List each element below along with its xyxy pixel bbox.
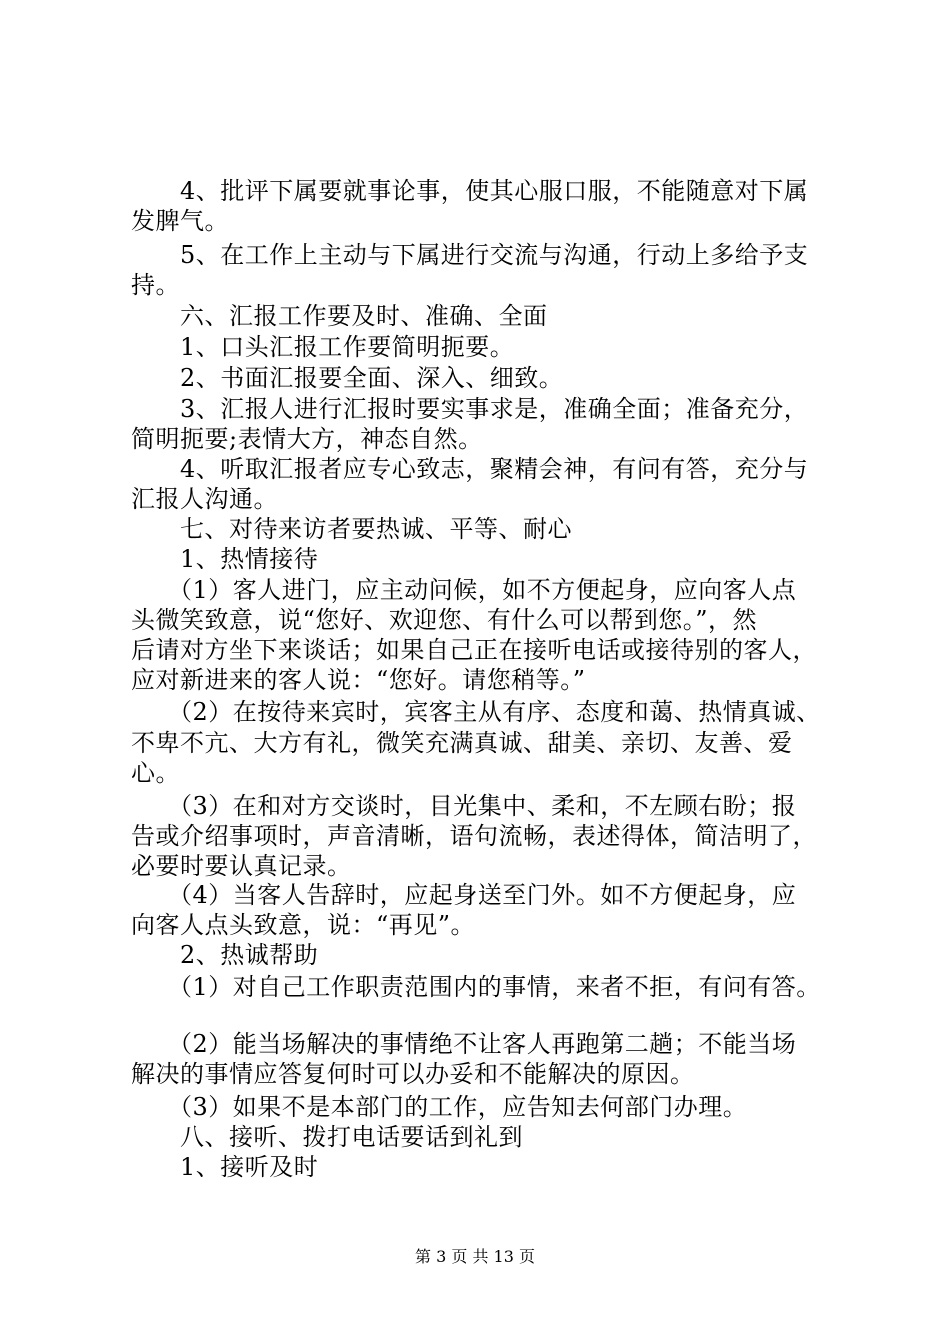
- text-line: 心。: [131, 759, 180, 787]
- text-line: 5、在工作上主动与下属进行交流与沟通，行动上多给予支: [131, 241, 809, 269]
- text-line: 必要时要认真记录。: [131, 852, 352, 880]
- text-line: 1、口头汇报工作要简明扼要。: [131, 333, 515, 361]
- text-line: 2、热诚帮助: [131, 941, 319, 969]
- text-line: （3）在和对方交谈时，目光集中、柔和，不左顾右盼；报: [131, 792, 797, 820]
- page-number-footer: 第 3 页 共 13 页: [415, 1247, 535, 1266]
- text-line: 向客人点头致意，说：“再见”。: [131, 911, 476, 939]
- text-line: 发脾气。: [131, 207, 229, 235]
- text-line: 头微笑致意，说“您好、欢迎您、有什么可以帮到您。”，然: [131, 606, 758, 634]
- text-line: 不卑不亢、大方有礼，微笑充满真诚、甜美、亲切、友善、爱: [131, 729, 793, 757]
- text-line: 4、听取汇报者应专心致志，聚精会神，有问有答，充分与: [131, 455, 809, 483]
- section-heading: 八、接听、拨打电话要话到礼到: [131, 1123, 523, 1151]
- text-line: （1）对自己工作职责范围内的事情，来者不拒，有问有答。: [131, 973, 821, 1001]
- text-line: （2）在按待来宾时，宾客主从有序、态度和蔼、热情真诚、: [131, 698, 821, 726]
- text-line: （2）能当场解决的事情绝不让客人再跑第二趟；不能当场: [131, 1030, 797, 1058]
- section-heading: 七、对待来访者要热诚、平等、耐心: [131, 515, 572, 543]
- text-line: 后请对方坐下来谈话；如果自己正在接听电话或接待别的客人，: [131, 636, 817, 664]
- text-line: 解决的事情应答复何时可以办妥和不能解决的原因。: [131, 1060, 695, 1088]
- text-line: 3、汇报人进行汇报时要实事求是，准确全面；准备充分，: [131, 395, 809, 423]
- text-line: 持。: [131, 271, 180, 299]
- text-line: 告或介绍事项时，声音清晰，语句流畅，表述得体，简洁明了，: [131, 822, 817, 850]
- text-line: （1）客人进门，应主动问候，如不方便起身，应向客人点: [131, 576, 797, 604]
- section-heading: 六、汇报工作要及时、准确、全面: [131, 302, 548, 330]
- text-line: 应对新进来的客人说：“您好。请您稍等。”: [131, 666, 586, 694]
- text-line: （3）如果不是本部门的工作，应告知去何部门办理。: [131, 1093, 748, 1121]
- text-line: 1、热情接待: [131, 545, 319, 573]
- text-line: 1、接听及时: [131, 1153, 319, 1181]
- text-line: （4）当客人告辞时，应起身送至门外。如不方便起身，应: [131, 881, 797, 909]
- text-line: 汇报人沟通。: [131, 485, 278, 513]
- text-line: 2、书面汇报要全面、深入、细致。: [131, 364, 564, 392]
- text-line: 4、批评下属要就事论事，使其心服口服，不能随意对下属: [131, 177, 809, 205]
- text-line: 简明扼要;表情大方，神态自然。: [131, 425, 483, 453]
